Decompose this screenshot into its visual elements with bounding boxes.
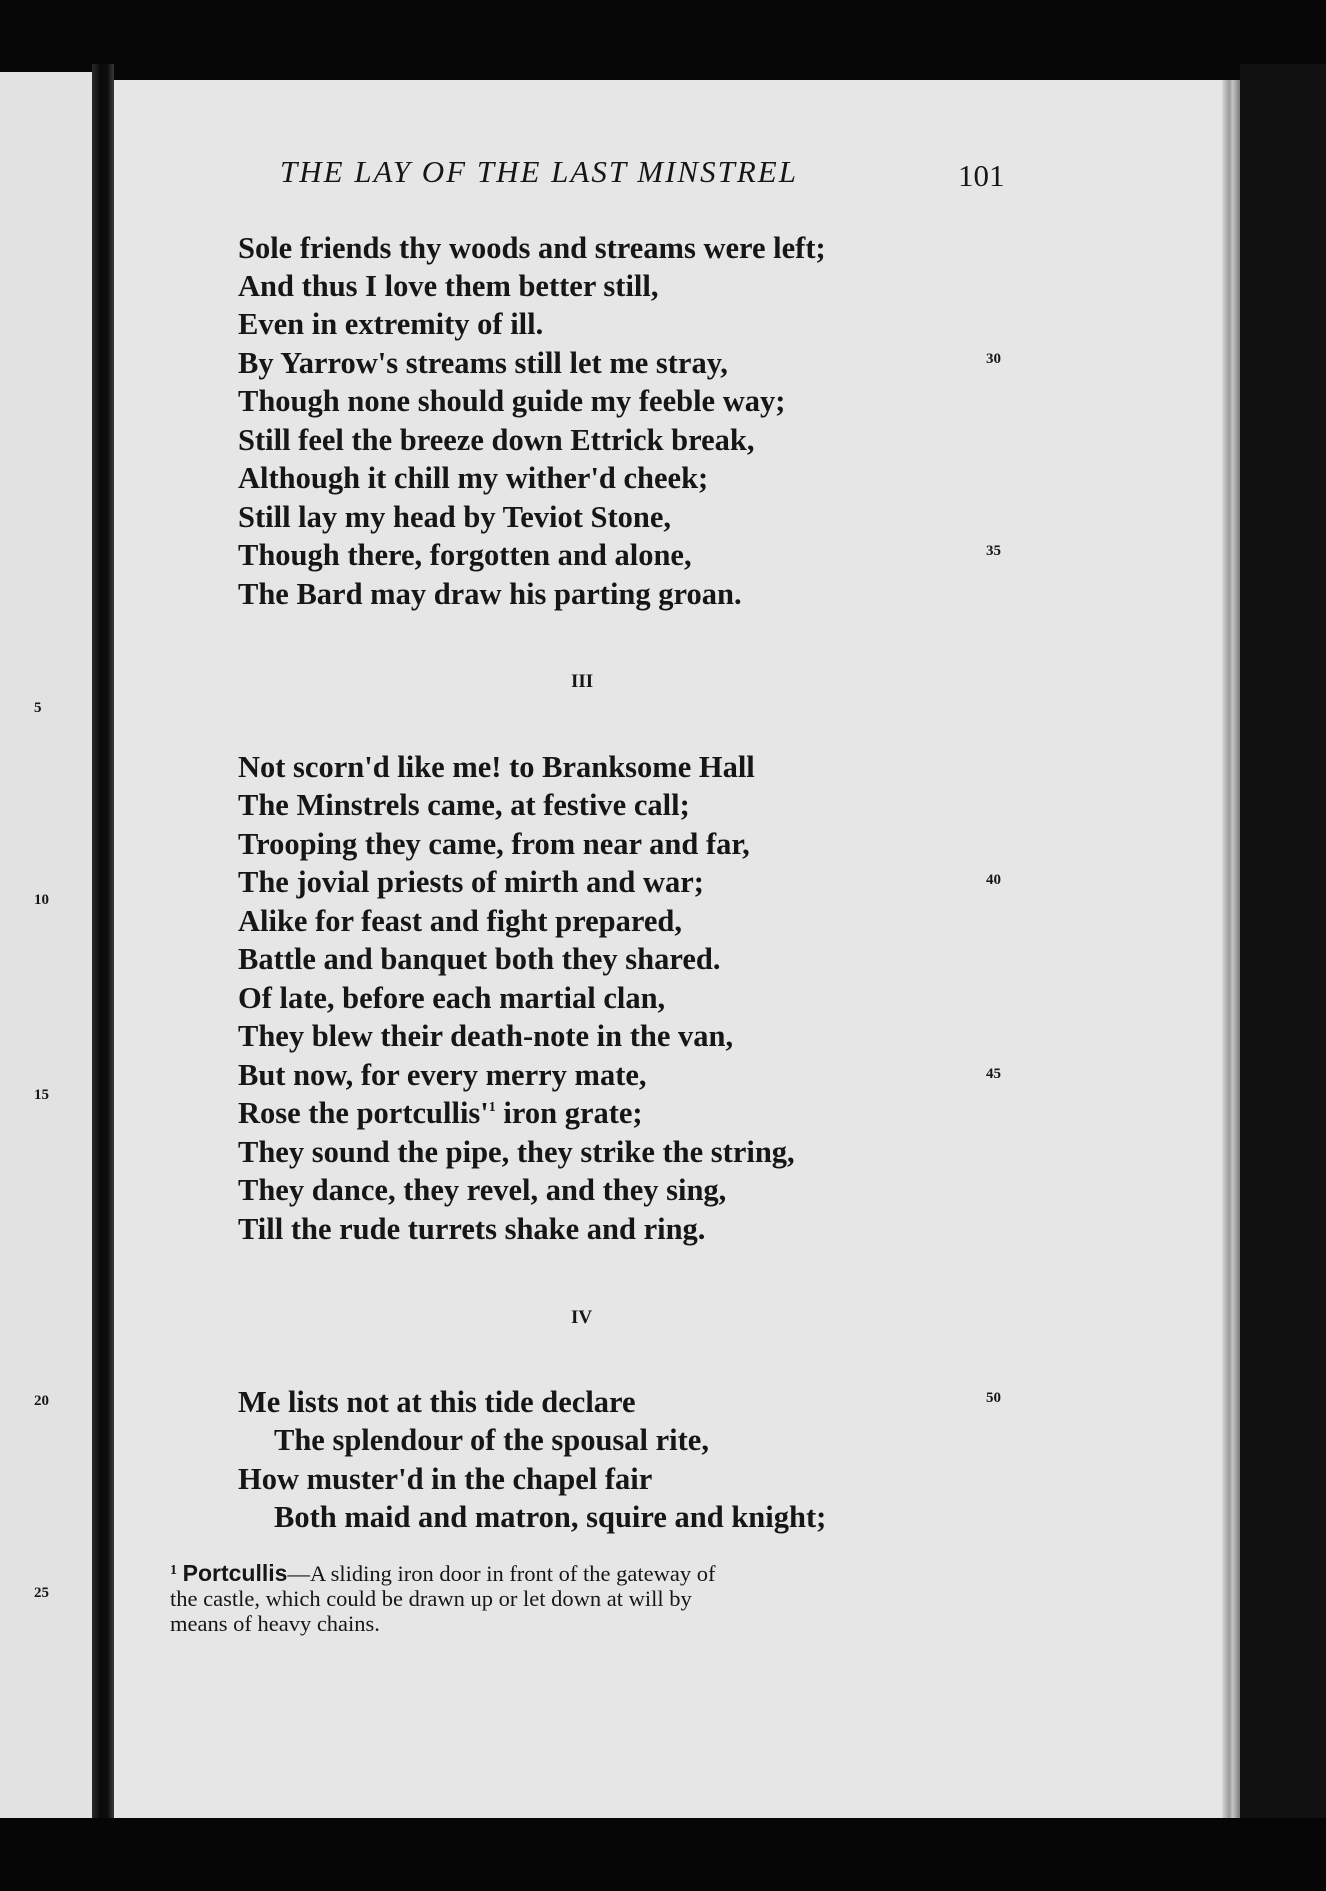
footnote-line: means of heavy chains.: [170, 1611, 380, 1636]
verse-line: But now, for every merry mate,: [238, 1058, 647, 1092]
footnote: [170, 1558, 1010, 1636]
verse-line: And thus I love them better still,: [238, 269, 659, 303]
verse-text: iron grate;: [495, 1096, 643, 1130]
facing-page-line-number: 5: [34, 700, 42, 716]
page-number: 101: [958, 158, 1005, 193]
scan-border-bottom: [0, 1818, 1326, 1891]
footnote-text: —A sliding iron door in front of the gateway of: [287, 1561, 716, 1586]
verse-line: How muster'd in the chapel fair: [238, 1462, 653, 1496]
verse-line: Both maid and matron, squire and knight;: [274, 1500, 827, 1534]
verse-line: Even in extremity of ill.: [238, 307, 544, 341]
verse-line: Till the rude turrets shake and ring.: [238, 1212, 706, 1246]
line-number: 45: [986, 1066, 1001, 1082]
scan-border-top: [0, 0, 1326, 82]
verse-line: Alike for feast and fight prepared,: [238, 904, 682, 938]
facing-page-edge: [0, 72, 92, 1820]
line-number: 40: [986, 872, 1001, 888]
footnote-line: [170, 1558, 1010, 1586]
verse-text: Rose the portcullis': [238, 1096, 489, 1130]
verse-line: They sound the pipe, they strike the string,: [238, 1135, 795, 1169]
verse-line: They dance, they revel, and they sing,: [238, 1173, 727, 1207]
verse-line: Though none should guide my feeble way;: [238, 384, 786, 418]
facing-page-line-number: 15: [34, 1087, 49, 1103]
verse-line: Although it chill my wither'd cheek;: [238, 461, 709, 495]
verse-line-with-note: [238, 1094, 643, 1132]
line-number: 30: [986, 351, 1001, 367]
verse-line: Trooping they came, from near and far,: [238, 827, 750, 861]
footnote-marker: 1: [170, 1563, 177, 1578]
line-number: 35: [986, 543, 1001, 559]
verse-line: Of late, before each martial clan,: [238, 981, 666, 1015]
stanza-numeral: III: [571, 671, 594, 692]
verse-line: Not scorn'd like me! to Branksome Hall: [238, 750, 755, 784]
verse-line: Though there, forgotten and alone,: [238, 538, 692, 572]
verse-line: Me lists not at this tide declare: [238, 1385, 636, 1419]
verse-line: The Bard may draw his parting groan.: [238, 577, 742, 611]
facing-page-line-number: 20: [34, 1393, 49, 1409]
footnote-line: the castle, which could be drawn up or let down at will by: [170, 1586, 692, 1611]
footnote-term: Portcullis: [182, 1560, 288, 1586]
footnote-reference: 1: [488, 1100, 496, 1115]
verse-line: Still lay my head by Teviot Stone,: [238, 500, 672, 534]
line-number: 50: [986, 1390, 1001, 1406]
verse-line: They blew their death-note in the van,: [238, 1019, 734, 1053]
verse-line: The jovial priests of mirth and war;: [238, 865, 704, 899]
stanza-numeral: IV: [571, 1307, 593, 1328]
verse-line: The splendour of the spousal rite,: [274, 1423, 709, 1457]
running-title: THE LAY OF THE LAST MINSTREL: [280, 154, 798, 189]
facing-page-line-number: 25: [34, 1585, 49, 1601]
book-gutter: [92, 64, 114, 1834]
page-fore-edge: [1222, 80, 1240, 1818]
scan-border-right: [1240, 64, 1326, 1824]
verse-line: By Yarrow's streams still let me stray,: [238, 346, 728, 380]
verse-line: The Minstrels came, at festive call;: [238, 788, 690, 822]
verse-line: Sole friends thy woods and streams were left;: [238, 231, 826, 265]
verse-line: Battle and banquet both they shared.: [238, 942, 721, 976]
verse-line: Still feel the breeze down Ettrick break,: [238, 423, 755, 457]
facing-page-line-number: 10: [34, 892, 49, 908]
